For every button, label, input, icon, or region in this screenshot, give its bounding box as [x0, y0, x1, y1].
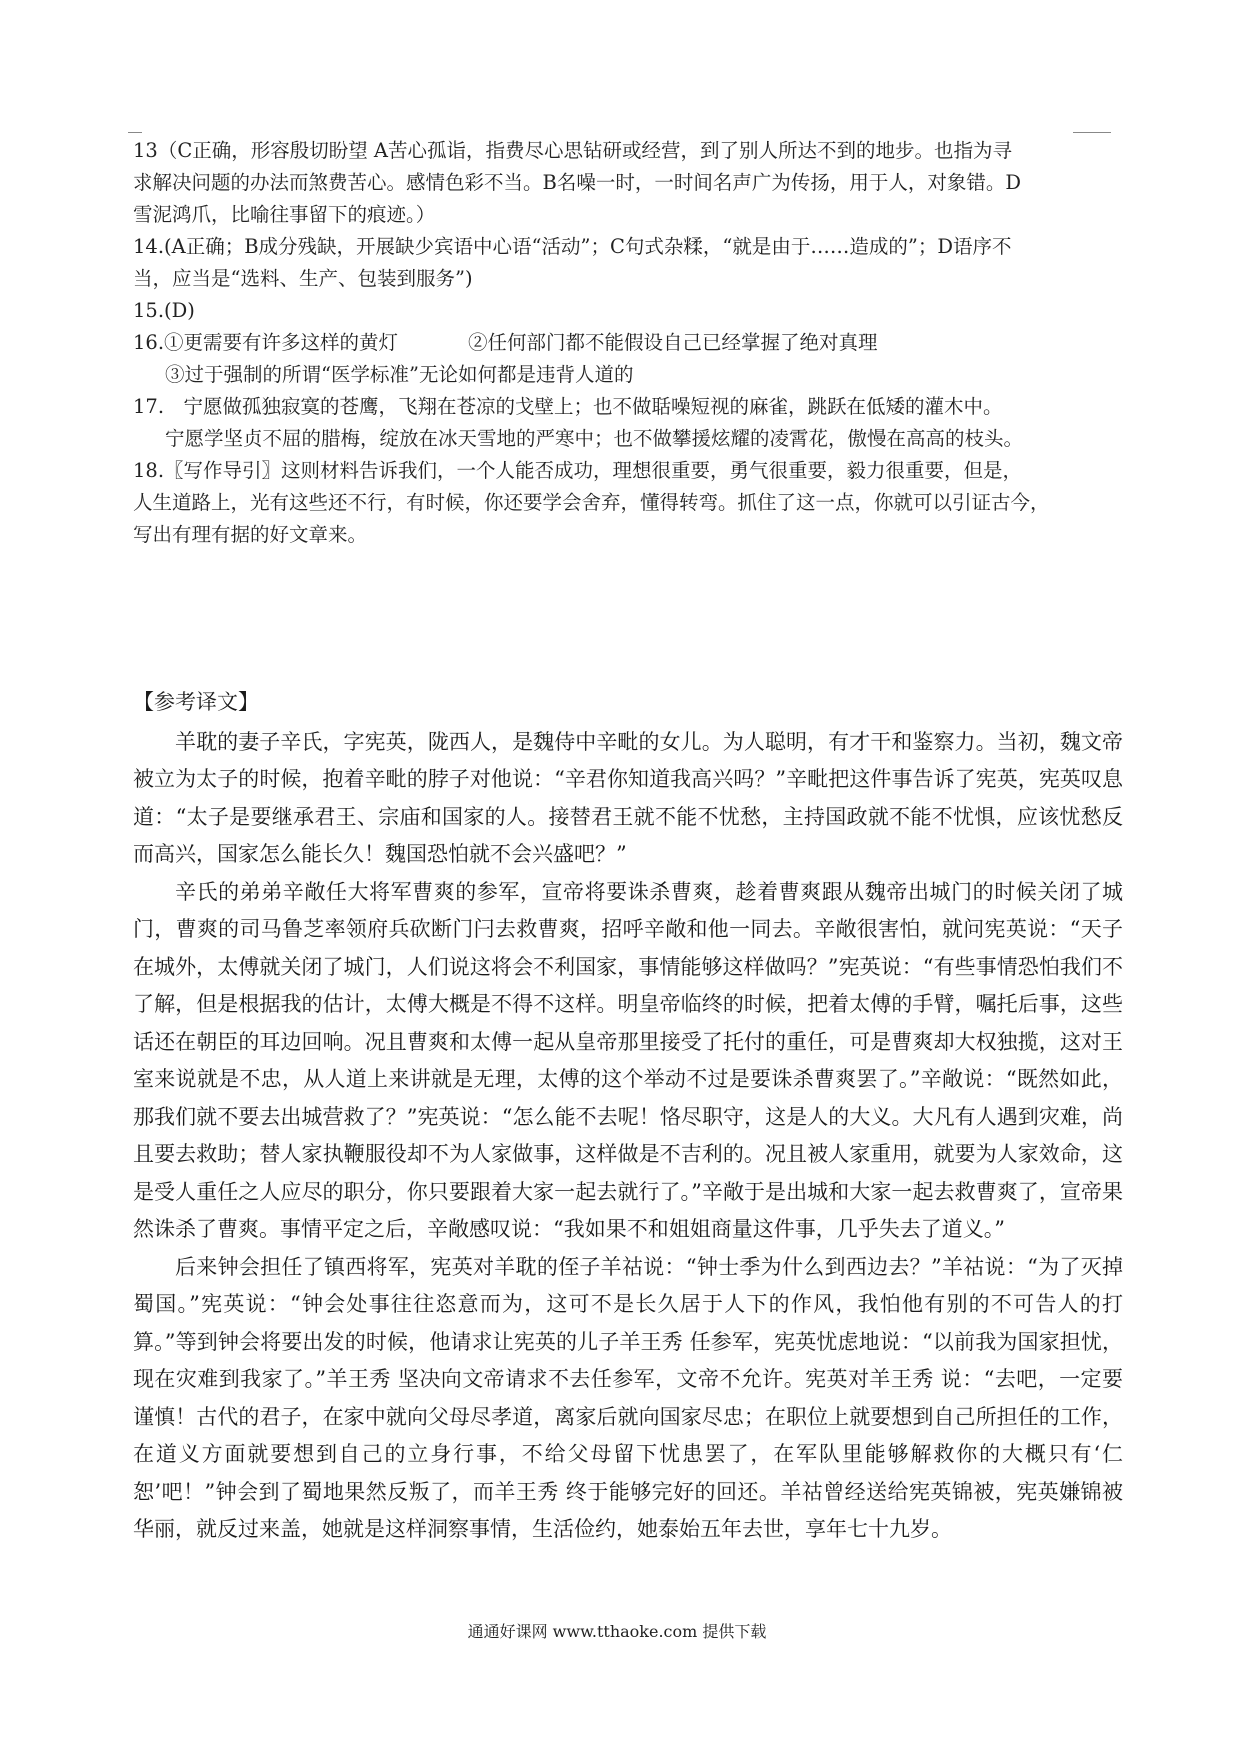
- answer-14-line-1: 14.(A正确；B成分残缺，开展缺少宾语中心语“活动”；C句式杂糅，“就是由于……造成的”；D语序不: [133, 235, 1012, 258]
- answer-16-part-1: 16.①更需要有许多这样的黄灯: [133, 331, 399, 354]
- answer-16-line-1: [133, 327, 1093, 359]
- answer-14-line-2: 当，应当是“选料、生产、包装到服务”): [133, 267, 473, 290]
- reference-translation-section: [133, 684, 1123, 1549]
- answer-16-part-3: ③过于强制的所谓“医学标准”无论如何都是违背人道的: [165, 363, 634, 386]
- page-footer: 通通好课网 www.tthaoke.com 提供下载: [467, 1622, 767, 1641]
- translation-heading: 【参考译文】: [133, 690, 259, 714]
- translation-paragraph-2: 辛氏的弟弟辛敞任大将军曹爽的参军，宣帝将要诛杀曹爽，趁着曹爽跟从魏帝出城门的时候关闭了城门，曹爽的司马鲁芝率领府兵砍断门闩去救曹爽，招呼辛敞和他一同去。辛敞很害怕，就问宪英说：“天子在城外，太傅就关闭了城门，人们说这将会不利国家，事情能够这样做吗？”宪英说：“有些事情恐怕我们不了解，但是根据我的估计，太傅大概是不得不这样。明皇帝临终的时候，把着太傅的手臂，嘱托后事，这些话还在朝臣的耳边回响。况且曹爽和太傅一起从皇帝那里接受了托付的重任，可是曹爽却大权独揽，这对王室来说就是不忠，从人道上来讲就是无理，太傅的这个举动不过是要诛杀曹爽罢了。”辛敞说：“既然如此，那我们就不要去出城营救了？”宪英说：“怎么能不去呢！恪尽职守，这是人的大义。大凡有人遇到灾难，尚且要去救助；替人家执鞭服役却不为人家做事，这样做是不吉利的。况且被人家重用，就要为人家效命，这是受人重任之人应尽的职分，你只要跟着大家一起去就行了。”辛敞于是出城和大家一起去救曹爽了，宣帝果然诛杀了曹爽。事情平定之后，辛敞感叹说：“我如果不和姐姐商量这件事，几乎失去了道义。”: [133, 879, 1123, 1241]
- answer-16-part-2: ②任何部门都不能假设自己已经掌握了绝对真理: [468, 331, 878, 354]
- answer-13-line-3: 雪泥鸿爪，比喻往事留下的痕迹。）: [133, 203, 436, 226]
- page-corner-mark-left: [128, 132, 142, 133]
- translation-paragraph-3: 后来钟会担任了镇西将军，宪英对羊耽的侄子羊祜说：“钟士季为什么到西边去？”羊祜说：“为了灭掉蜀国。”宪英说：“钟会处事往往恣意而为，这可不是长久居于人下的作风，我怕他有别的不可告人的打算。”等到钟会将要出发的时候，他请求让宪英的儿子羊王秀 任参军，宪英忧虑地说：“以前我为国家担忧，现在灾难到我家了。”羊王秀 坚决向文帝请求不去任参军，文帝不允许。宪英对羊王秀 说：“去吧，一定要谨慎！古代的君子，在家中就向父母尽孝道，离家后就向国家尽忠；在职位上就要想到自己所担任的工作，在道义方面就要想到自己的立身行事，不给父母留下忧患罢了，在军队里能够解救你的大概只有‘仁恕’吧！”钟会到了蜀地果然反叛了，而羊王秀 终于能够完好的回还。羊祜曾经送给宪英锦被，宪英嫌锦被华丽，就反过来盖，她就是这样洞察事情，生活俭约，她泰始五年去世，享年七十九岁。: [133, 1254, 1123, 1541]
- answer-13-line-1: 13（C正确，形容殷切盼望 A苦心孤诣，指费尽心思钻研或经营，到了别人所达不到的地步。也指为寻: [133, 139, 1013, 162]
- answer-17-line-2: 宁愿学坚贞不屈的腊梅，绽放在冰天雪地的严寒中；也不做攀援炫耀的凌霄花，傲慢在高高的枝头。: [165, 427, 1024, 450]
- answer-18-line-2: 人生道路上，光有这些还不行，有时候，你还要学会舍弃，懂得转弯。抓住了这一点，你就可以引证古今，: [133, 491, 1050, 514]
- answer-17-line-1: 17. 宁愿做孤独寂寞的苍鹰，飞翔在苍凉的戈壁上；也不做聒噪短视的麻雀，跳跃在低矮的灌木中。: [133, 395, 1003, 418]
- answer-18-line-3: 写出有理有据的好文章来。: [133, 523, 368, 546]
- answer-13-line-2: 求解决问题的办法而煞费苦心。感情色彩不当。B名噪一时，一时间名声广为传扬，用于人，对象错。D: [133, 171, 1021, 194]
- answer-key-section: [133, 135, 1093, 551]
- translation-paragraph-1: 羊耽的妻子辛氏，字宪英，陇西人，是魏侍中辛毗的女儿。为人聪明，有才干和鉴察力。当初，魏文帝被立为太子的时候，抱着辛毗的脖子对他说：“辛君你知道我高兴吗？”辛毗把这件事告诉了宪英，宪英叹息道：“太子是要继承君王、宗庙和国家的人。接替君王就不能不忧愁，主持国政就不能不忧惧，应该忧愁反而高兴，国家怎么能长久！魏国恐怕就不会兴盛吧？”: [133, 729, 1123, 866]
- answer-18-line-1: 18.〖写作导引〗这则材料告诉我们，一个人能否成功，理想很重要，勇气很重要，毅力很重要，但是，: [133, 459, 1023, 482]
- answer-15: 15.(D): [133, 299, 195, 322]
- page-corner-mark-right: [1073, 132, 1111, 133]
